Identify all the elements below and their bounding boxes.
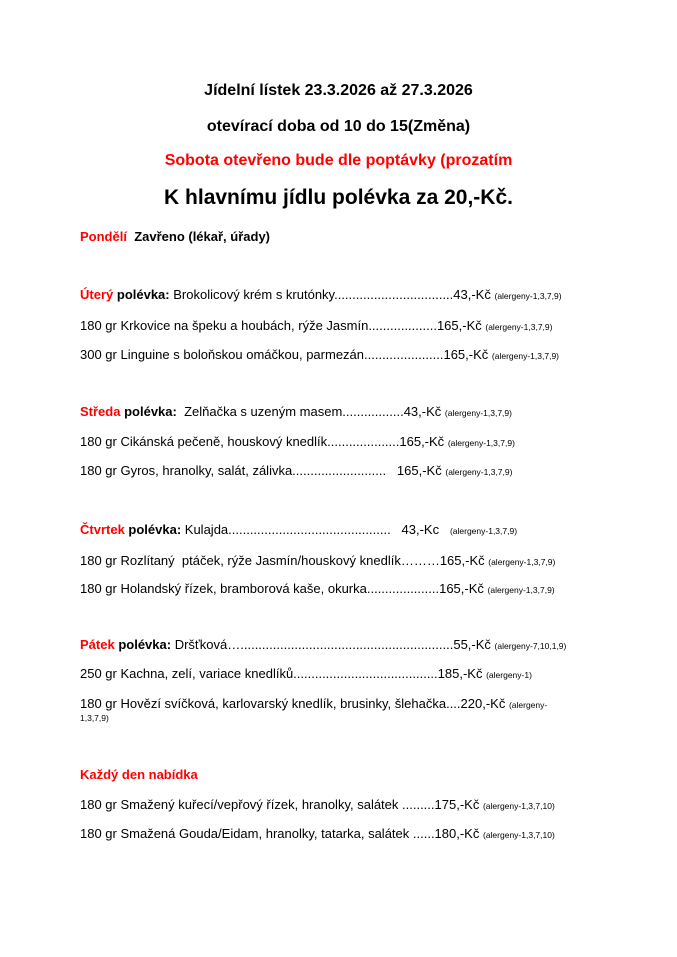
soup-row bbox=[80, 637, 566, 652]
menu-item bbox=[80, 553, 555, 568]
day-label: Úterý bbox=[80, 287, 114, 302]
item-text: 180 gr Krkovice na špeku a houbách, rýže Jasmín...................165,-Kč bbox=[80, 318, 482, 333]
item-text: 300 gr Linguine s boloňskou omáčkou, parmezán......................165,-Kč bbox=[80, 347, 489, 362]
monday-row bbox=[80, 229, 270, 244]
hours-text: otevírací doba od 10 do 15( bbox=[206, 118, 414, 135]
soup-label: polévka: bbox=[116, 287, 170, 302]
menu-item bbox=[80, 826, 555, 841]
allergens: (alergeny-1,3,7,9) bbox=[485, 322, 553, 332]
menu-title: Jídelní lístek 23.3.2026 až 27.3.2026 bbox=[204, 82, 473, 99]
soup-row bbox=[80, 287, 562, 302]
soup-label: polévka: bbox=[118, 637, 172, 652]
day-label: Pondělí bbox=[80, 229, 127, 244]
soup-label: polévka: bbox=[128, 522, 182, 537]
menu-item bbox=[80, 797, 555, 812]
soup-label: polévka: bbox=[124, 404, 177, 419]
soup-text: Brokolicový krém s krutónky.................................43,-Kč bbox=[169, 287, 491, 302]
opening-hours bbox=[0, 118, 677, 136]
day-label: Pátek bbox=[80, 637, 115, 652]
soup-offer: K hlavnímu jídlu polévka za 20,-Kč. bbox=[164, 186, 513, 209]
allergens: (alergeny-1,3,7,9) bbox=[488, 557, 556, 567]
soup-row bbox=[80, 404, 512, 419]
allergens: (alergeny-1,3,7,10) bbox=[482, 830, 555, 840]
soup-text: Dršťková…...........................................................55,-Kč bbox=[171, 637, 491, 652]
allergens: (alergeny-1,3,7,9) bbox=[487, 585, 555, 595]
allergens: (alergeny-1,3,7,9) bbox=[449, 526, 518, 536]
soup-text: Zelňačka s uzeným masem.................43,-Kč bbox=[176, 404, 442, 419]
allergens: (alergeny-1,3,7,10) bbox=[482, 801, 555, 811]
day-label: Čtvrtek bbox=[80, 522, 125, 537]
menu-item bbox=[80, 666, 532, 681]
allergens: (alergeny-1,3,7,9) bbox=[445, 467, 513, 477]
item-text: 180 gr Smažený kuřecí/vepřový řízek, hranolky, salátek .........175,-Kč bbox=[80, 797, 480, 812]
item-text: 180 gr Hovězí svíčková, karlovarský knedlík, brusinky, šlehačka....220,-Kč bbox=[80, 696, 506, 711]
menu-item bbox=[80, 463, 512, 478]
item-text: 180 gr Cikánská pečeně, houskový knedlík....................165,-Kč bbox=[80, 434, 445, 449]
allergens: (alergeny-7,10,1,9) bbox=[494, 641, 567, 651]
allergens: (alergeny-1,3,7,9) bbox=[444, 408, 512, 418]
hours-change: Změna bbox=[413, 118, 465, 135]
menu-item bbox=[80, 696, 547, 711]
soup-text: Kulajda............................................. 43,-Kc bbox=[181, 522, 447, 537]
item-text: 180 gr Gyros, hranolky, salát, zálivka.......................... 165,-Kč bbox=[80, 463, 442, 478]
item-text: 180 gr Rozlítaný ptáček, rýže Jasmín/houskový knedlík………165,-Kč bbox=[80, 553, 485, 568]
menu-item bbox=[80, 434, 515, 449]
item-text: 180 gr Smažená Gouda/Eidam, hranolky, tatarka, salátek ......180,-Kč bbox=[80, 826, 480, 841]
day-label: Středa bbox=[80, 404, 121, 419]
monday-note: Zavřeno (lékař, úřady) bbox=[134, 229, 271, 244]
allergens-wrap: 1,3,7,9) bbox=[80, 713, 109, 723]
hours-suffix: ) bbox=[464, 118, 471, 135]
allergens: (alergeny- bbox=[508, 700, 548, 710]
allergens: (alergeny-1,3,7,9) bbox=[491, 351, 559, 361]
menu-item bbox=[80, 347, 559, 362]
allergens: (alergeny-1,3,7,9) bbox=[447, 438, 515, 448]
allergens: (alergeny-1,3,7,9) bbox=[494, 291, 562, 301]
item-text: 180 gr Holandský řízek, bramborová kaše, okurka....................165,-Kč bbox=[80, 581, 484, 596]
saturday-note: Sobota otevřeno bude dle poptávky (prozatím bbox=[164, 152, 513, 169]
soup-row bbox=[80, 522, 517, 537]
menu-item bbox=[80, 581, 555, 596]
allergens: (alergeny-1) bbox=[486, 670, 532, 680]
daily-offer-title: Každý den nabídka bbox=[80, 767, 198, 782]
item-text: 250 gr Kachna, zelí, variace knedlíků........................................185,-Kč bbox=[80, 666, 483, 681]
menu-item bbox=[80, 318, 552, 333]
